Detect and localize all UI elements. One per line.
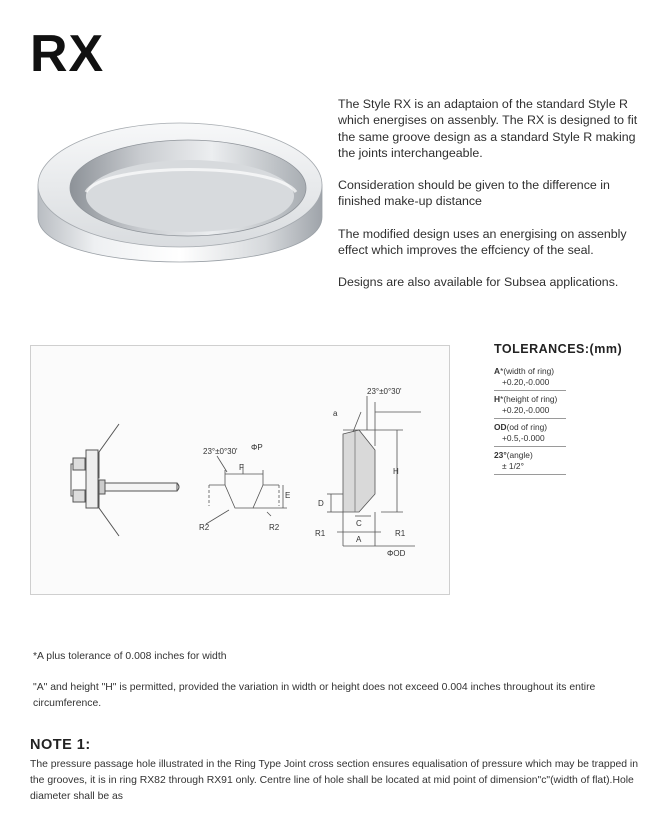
groove-r2-left-label: R2 xyxy=(199,523,210,532)
tolerance-name: 23° xyxy=(494,450,507,460)
tolerances-title: TOLERANCES:(mm) xyxy=(494,342,623,356)
tolerance-desc: *(width of ring) xyxy=(500,366,555,376)
description-paragraph: The modified design uses an energising on assenbly effect which improves the effciency of the seal. xyxy=(338,226,627,258)
description-paragraph: Designs are also available for Subsea applications. xyxy=(338,275,619,290)
page-title: RX xyxy=(30,25,105,83)
ring-d-label: D xyxy=(318,499,324,508)
note-body: The pressure passage hole illustrated in the Ring Type Joint cross section ensures equalisation of pressure which may be trapped in the grooves, it is in ring RX82 through RX91 only. Centre line of hole shall be located at mid point of dimension"c"(width of flat).Hole diameter shall be as xyxy=(30,759,638,802)
rx-ring-image xyxy=(34,92,329,307)
tolerance-item xyxy=(494,447,566,475)
ring-od-label: ΦOD xyxy=(387,549,406,558)
ring-a-label: A xyxy=(356,535,362,544)
groove-f-label: F xyxy=(239,463,244,472)
description-paragraph: The Style RX is an adaptaion of the standard Style R which energises on assenbly. The RX is designed to fit the same groove design as a standard Style R making the joints interchangeable. xyxy=(338,97,638,160)
groove-angle-label: 23°±0°30' xyxy=(203,447,238,456)
tolerance-value: +0.5,-0.000 xyxy=(502,432,545,443)
footnote-1: *A plus tolerance of 0.008 inches for width xyxy=(33,651,227,662)
ring-a-top-label: a xyxy=(333,409,338,418)
tolerance-desc: (angle) xyxy=(506,450,533,460)
tolerance-value: +0.20,-0.000 xyxy=(502,376,550,387)
note-title: NOTE 1: xyxy=(30,737,91,753)
tolerance-name: H xyxy=(494,394,501,404)
tolerance-item xyxy=(494,419,566,447)
tolerance-value: +0.20,-0.000 xyxy=(502,404,550,415)
ring-r1-right-label: R1 xyxy=(395,529,406,538)
groove-r2-right-label: R2 xyxy=(269,523,280,532)
tolerances-panel xyxy=(494,342,634,475)
ring-angle-label: 23°±0°30' xyxy=(367,387,402,396)
groove-e-label: E xyxy=(285,491,291,500)
tolerance-item xyxy=(494,391,566,419)
tolerance-desc: *(height of ring) xyxy=(500,394,558,404)
groove-drawing xyxy=(206,456,287,524)
footnote-2: "A" and height "H" is permitted, provided the variation in width or height does not exceed 0.004 inches throughout its entire circumference. xyxy=(33,682,596,709)
description-paragraph: Consideration should be given to the difference in finished make-up distance xyxy=(338,178,610,209)
tolerance-name: A xyxy=(494,366,501,376)
ring-c-label: C xyxy=(356,519,362,528)
technical-diagram xyxy=(30,345,450,595)
tolerance-name: OD xyxy=(494,422,507,432)
description xyxy=(338,96,653,307)
tolerance-desc: (od of ring) xyxy=(506,422,548,432)
ring-section-drawing xyxy=(327,396,421,546)
tolerance-value: ± 1/2° xyxy=(502,460,524,471)
groove-p-label: ΦP xyxy=(251,443,263,452)
ring-r1-left-label: R1 xyxy=(315,529,326,538)
ring-h-label: H xyxy=(393,467,399,476)
tolerance-item xyxy=(494,363,566,391)
flange-assembly-drawing xyxy=(71,424,179,536)
